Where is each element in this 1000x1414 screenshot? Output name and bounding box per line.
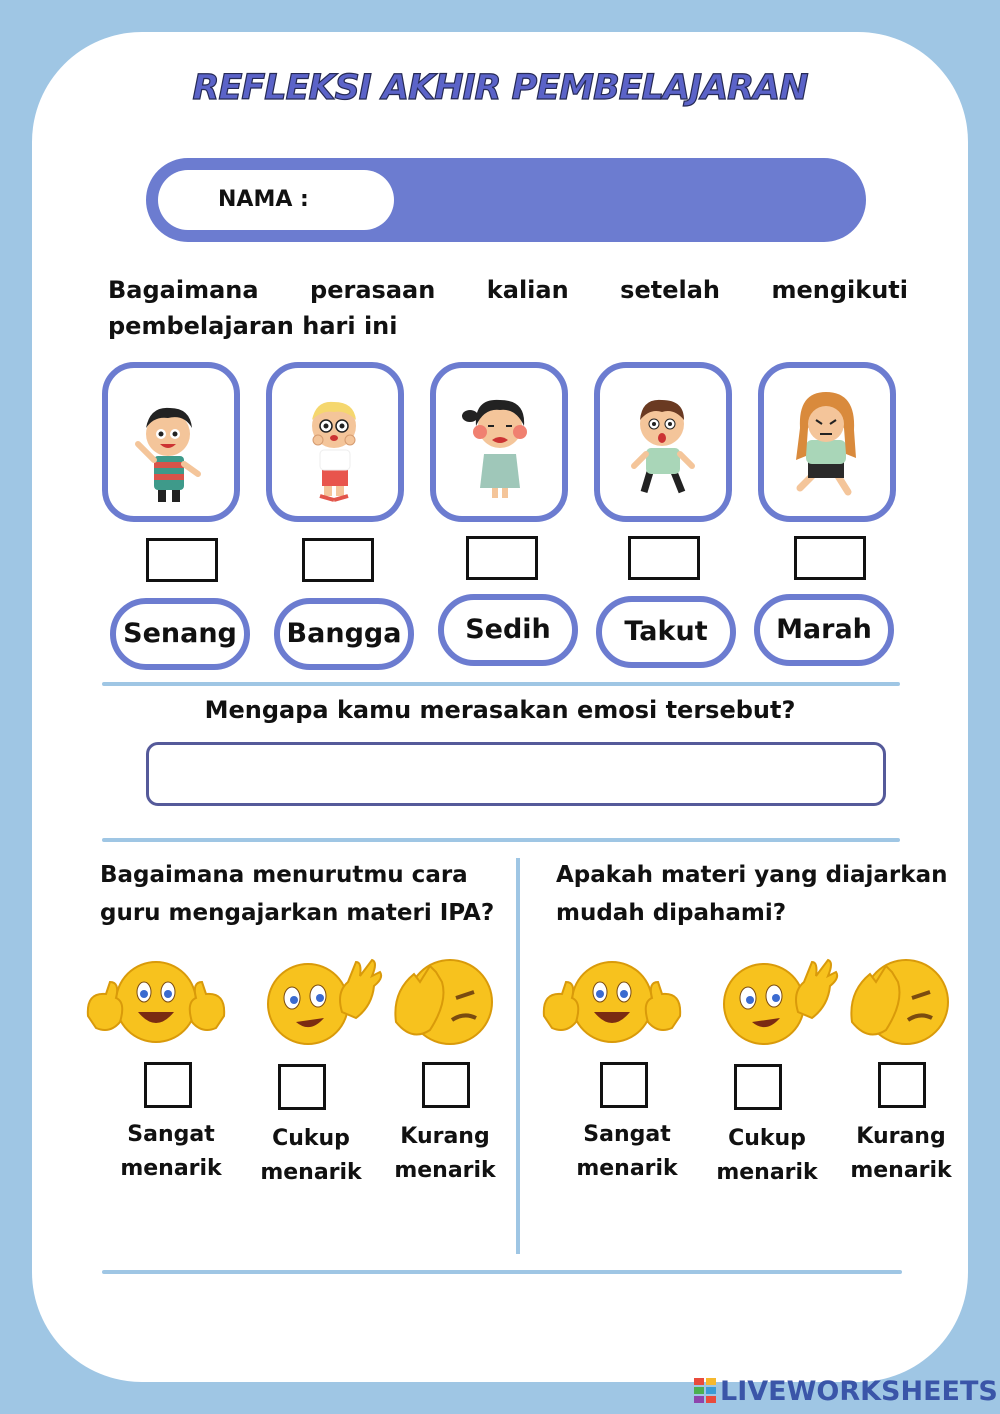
emotion-label-bangga[interactable]: Bangga: [274, 598, 414, 670]
option-label: [562, 1118, 692, 1186]
option-line2: menarik: [576, 1156, 678, 1181]
thumbs-up-emoji-icon: [80, 952, 232, 1052]
checkbox-teaching-sangat[interactable]: [144, 1062, 192, 1108]
divider: [102, 1270, 902, 1274]
emotion-label-senang[interactable]: Senang: [110, 598, 250, 670]
option-line1: Cukup: [728, 1126, 806, 1151]
option-line1: Sangat: [583, 1122, 671, 1147]
vertical-divider: [516, 858, 520, 1254]
option-line1: Sangat: [127, 1122, 215, 1147]
divider: [102, 682, 900, 686]
checkbox-takut[interactable]: [628, 536, 700, 580]
emotion-card-bangga: [266, 362, 404, 522]
facepalm-emoji-icon: [846, 952, 958, 1052]
option-line2: menarik: [260, 1160, 362, 1185]
emotion-card-marah: [758, 362, 896, 522]
brand-name: LIVEWORKSHEETS: [720, 1376, 998, 1407]
option-line2: menarik: [394, 1158, 496, 1183]
thumbs-up-emoji-icon: [536, 952, 688, 1052]
checkbox-teaching-cukup[interactable]: [278, 1064, 326, 1110]
sad-child-icon: [436, 368, 562, 516]
option-line2: menarik: [716, 1160, 818, 1185]
option-line1: Kurang: [400, 1124, 490, 1149]
option-line2: menarik: [120, 1156, 222, 1181]
checkbox-sedih[interactable]: [466, 536, 538, 580]
question-why: Mengapa kamu merasakan emosi tersebut?: [204, 696, 796, 724]
proud-child-icon: [272, 368, 398, 516]
checkbox-teaching-kurang[interactable]: [422, 1062, 470, 1108]
angry-child-icon: [764, 368, 890, 516]
option-label: [380, 1120, 510, 1188]
checkbox-bangga[interactable]: [302, 538, 374, 582]
question-feeling: Bagaimana perasaan kalian setelah mengikuti pembelajaran hari ini: [108, 276, 908, 340]
option-line1: Kurang: [856, 1124, 946, 1149]
emotion-card-takut: [594, 362, 732, 522]
checkbox-senang[interactable]: [146, 538, 218, 582]
emotion-label-takut[interactable]: Takut: [596, 596, 736, 668]
option-label: [246, 1122, 376, 1190]
question-understanding: Apakah materi yang diajarkan mudah dipahami?: [556, 862, 948, 926]
option-line2: menarik: [850, 1158, 952, 1183]
option-line1: Cukup: [272, 1126, 350, 1151]
option-label: [106, 1118, 236, 1186]
happy-child-icon: [108, 368, 234, 516]
emotion-label-sedih[interactable]: Sedih: [438, 594, 578, 666]
page-title: REFLEKSI AKHIR PEMBELAJARAN: [192, 68, 808, 108]
answer-why-field[interactable]: [146, 742, 886, 806]
option-label: [702, 1122, 832, 1190]
ok-hand-emoji-icon: [702, 952, 842, 1052]
name-label: NAMA :: [158, 170, 394, 230]
ok-hand-emoji-icon: [246, 952, 386, 1052]
checkbox-understanding-sangat[interactable]: [600, 1062, 648, 1108]
checkbox-marah[interactable]: [794, 536, 866, 580]
emotion-card-sedih: [430, 362, 568, 522]
scared-child-icon: [600, 368, 726, 516]
liveworksheets-logo-icon: [694, 1378, 718, 1404]
facepalm-emoji-icon: [390, 952, 502, 1052]
name-input[interactable]: [400, 170, 856, 232]
emotion-card-senang: [102, 362, 240, 522]
option-label: [836, 1120, 966, 1188]
emotion-label-marah[interactable]: Marah: [754, 594, 894, 666]
checkbox-understanding-kurang[interactable]: [878, 1062, 926, 1108]
question-teaching: Bagaimana menurutmu cara guru mengajarkan materi IPA?: [100, 862, 495, 926]
checkbox-understanding-cukup[interactable]: [734, 1064, 782, 1110]
divider: [102, 838, 900, 842]
name-field: [146, 158, 866, 242]
